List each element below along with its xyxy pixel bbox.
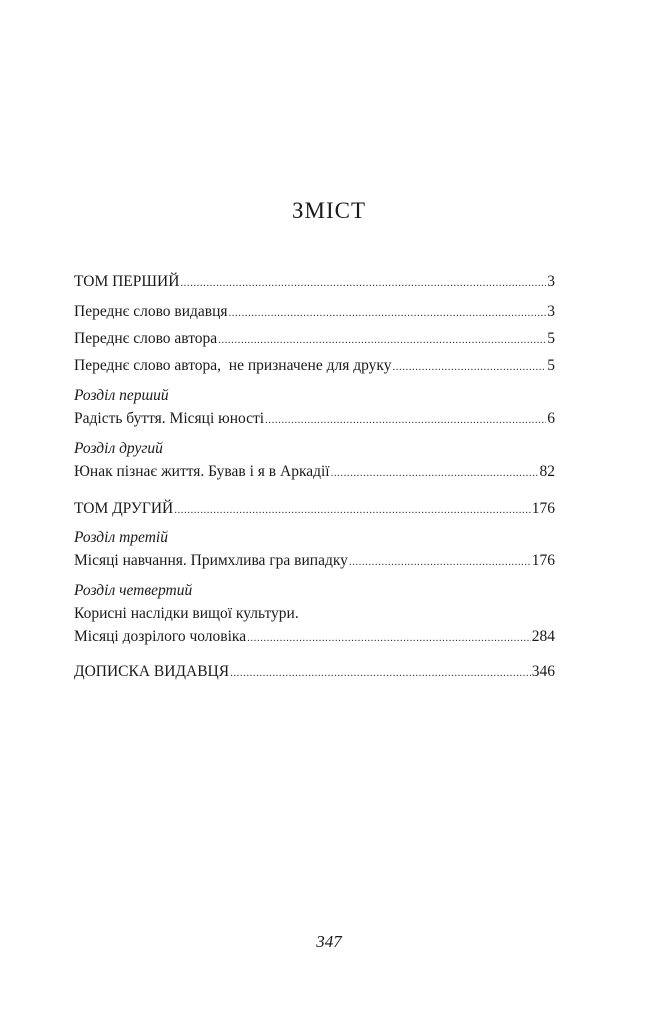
- page-number: 347: [316, 932, 342, 951]
- chapter-label: Розділ другий: [74, 440, 163, 457]
- toc-entry-chapter-4: [74, 625, 555, 650]
- table-of-contents: [74, 270, 555, 685]
- dot-leader: [247, 627, 531, 650]
- toc-page-number: 82: [539, 463, 555, 480]
- dot-leader: [230, 662, 531, 685]
- chapter-label: Розділ перший: [74, 387, 169, 404]
- toc-page-number: 3: [547, 273, 555, 290]
- toc-page-number: 5: [547, 357, 555, 374]
- chapter-label: Розділ четвертий: [74, 582, 193, 599]
- dot-leader: [218, 329, 546, 352]
- toc-entry-text-line: Корисні наслідки вищої культури.: [74, 605, 299, 622]
- toc-entry-chapter-3: [74, 549, 555, 574]
- toc-entry-text: ТОМ ДРУГИЙ: [74, 500, 174, 517]
- toc-entry-chapter-2: [74, 460, 555, 485]
- dot-leader: [331, 462, 539, 485]
- dot-leader: [265, 409, 546, 432]
- toc-page-number: 3: [547, 303, 555, 320]
- toc-entry-foreword-author-private: [74, 354, 555, 379]
- toc-page-number: 284: [531, 628, 555, 645]
- toc-entry-text: Переднє слово автора, не призначене для друку: [74, 357, 392, 374]
- toc-entry-foreword-publisher: [74, 300, 555, 325]
- toc-entry-text: Юнак пізнає життя. Бував і я в Аркадії: [74, 463, 330, 480]
- toc-page-number: 5: [547, 330, 555, 347]
- dot-leader: [349, 551, 531, 574]
- toc-entry-text: Переднє слово видавця: [74, 303, 228, 320]
- toc-entry-text: Місяці навчання. Примхлива гра випадку: [74, 552, 348, 569]
- toc-page-number: 176: [531, 500, 555, 517]
- toc-entry-foreword-author: [74, 327, 555, 352]
- toc-page-number: 176: [531, 552, 555, 569]
- toc-entry-afterword: [74, 660, 555, 685]
- toc-entry-text: Переднє слово автора: [74, 330, 218, 347]
- toc-entry-text: ДОПИСКА ВИДАВЦЯ: [74, 663, 230, 680]
- toc-entry-chapter-1: [74, 407, 555, 432]
- chapter-label: Розділ третій: [74, 529, 168, 546]
- dot-leader: [229, 302, 547, 325]
- toc-entry-text: Радість буття. Місяці юності: [74, 410, 265, 427]
- toc-entry-tom-1: [74, 270, 555, 295]
- toc-page-number: 346: [531, 663, 555, 680]
- toc-page-number: 6: [547, 410, 555, 427]
- dot-leader: [180, 272, 546, 295]
- toc-entry-text: Місяці дозрілого чоловіка: [74, 628, 247, 645]
- toc-entry-tom-2: [74, 497, 555, 522]
- dot-leader: [174, 499, 531, 522]
- dot-leader: [392, 356, 546, 379]
- toc-entry-text: ТОМ ПЕРШИЙ: [74, 273, 180, 290]
- page-title: ЗМІСТ: [291, 198, 367, 223]
